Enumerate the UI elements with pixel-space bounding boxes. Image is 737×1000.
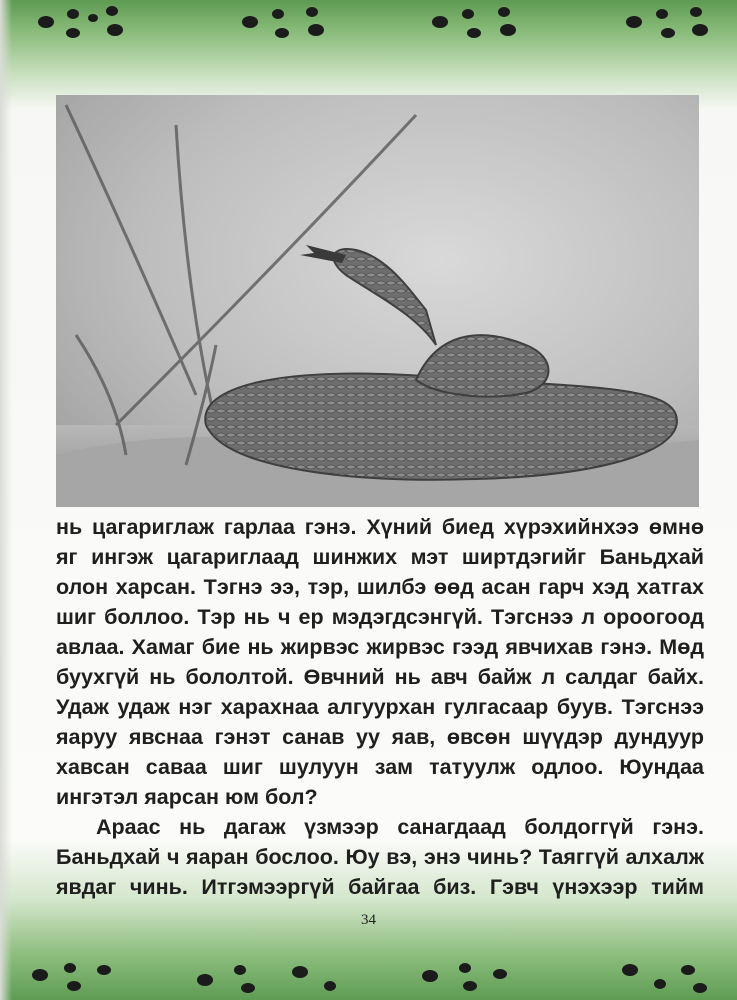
text-line: нь цагариглаж гарлаа гэнэ. Хүний биед хүрэхийнхээ өмнө bbox=[56, 515, 704, 539]
viper-snake-photo bbox=[56, 95, 699, 507]
text-line: шиг боллоо. Тэр нь ч ер мэдэгдсэнгүй. Тэгснээ л ороогоод bbox=[56, 605, 704, 629]
paw-print-icon bbox=[432, 7, 516, 38]
paw-print-icon bbox=[422, 963, 507, 991]
text-line: буухгүй нь бололтой. Өвчний нь авч байж л салдаг байх. bbox=[56, 665, 704, 689]
paw-print-icon bbox=[32, 963, 111, 991]
text-line: хавсан саваа шиг шулуун зам татуулж одлоо. Юундаа bbox=[56, 755, 704, 779]
text-line: ингэтэл яарсан юм бол? bbox=[56, 785, 318, 809]
text-line: явдаг чинь. Итгэмээргүй байгаа биз. Гэвч үнэхээр тийм bbox=[56, 875, 704, 899]
text-line: яаруу явснаа гэнэт санав уу яав, өвсөн шүүдэр дундуур bbox=[56, 725, 704, 749]
paw-print-icon bbox=[38, 9, 98, 38]
paw-print-icon bbox=[626, 7, 708, 38]
paw-print-icon bbox=[242, 7, 324, 38]
page-number: 34 bbox=[361, 912, 376, 928]
text-line: яг ингэж цагариглаад шинжих мэт ширтдэгийг Баньдхай bbox=[56, 545, 704, 569]
text-line: Араас нь дагаж үзмээр санагдаад болдоггүй гэнэ. bbox=[96, 815, 704, 839]
text-line: олон харсан. Тэгнэ ээ, тэр, шилбэ өөд асан гарч хэд хатгах bbox=[56, 575, 704, 599]
text-line: Удаж удаж нэг харахнаа алгуурхан гулгасаар буув. Тэгснээ bbox=[56, 695, 704, 719]
text-line: авлаа. Хамаг бие нь жирвэс жирвэс гээд явчихав гэнэ. Мөд bbox=[56, 635, 704, 659]
page-edge-shadow bbox=[0, 0, 12, 1000]
story-text bbox=[56, 512, 704, 902]
top-paw-print-border bbox=[0, 0, 737, 60]
paw-print-icon bbox=[292, 966, 336, 991]
text-line: Баньдхай ч яаран бослоо. Юу вэ, энэ чинь? Таяггүй алхалж bbox=[56, 845, 704, 869]
bottom-paw-print-border bbox=[0, 940, 737, 1000]
paw-print-icon bbox=[622, 964, 707, 993]
paw-print-icon bbox=[106, 6, 123, 36]
paw-print-icon bbox=[197, 965, 255, 993]
